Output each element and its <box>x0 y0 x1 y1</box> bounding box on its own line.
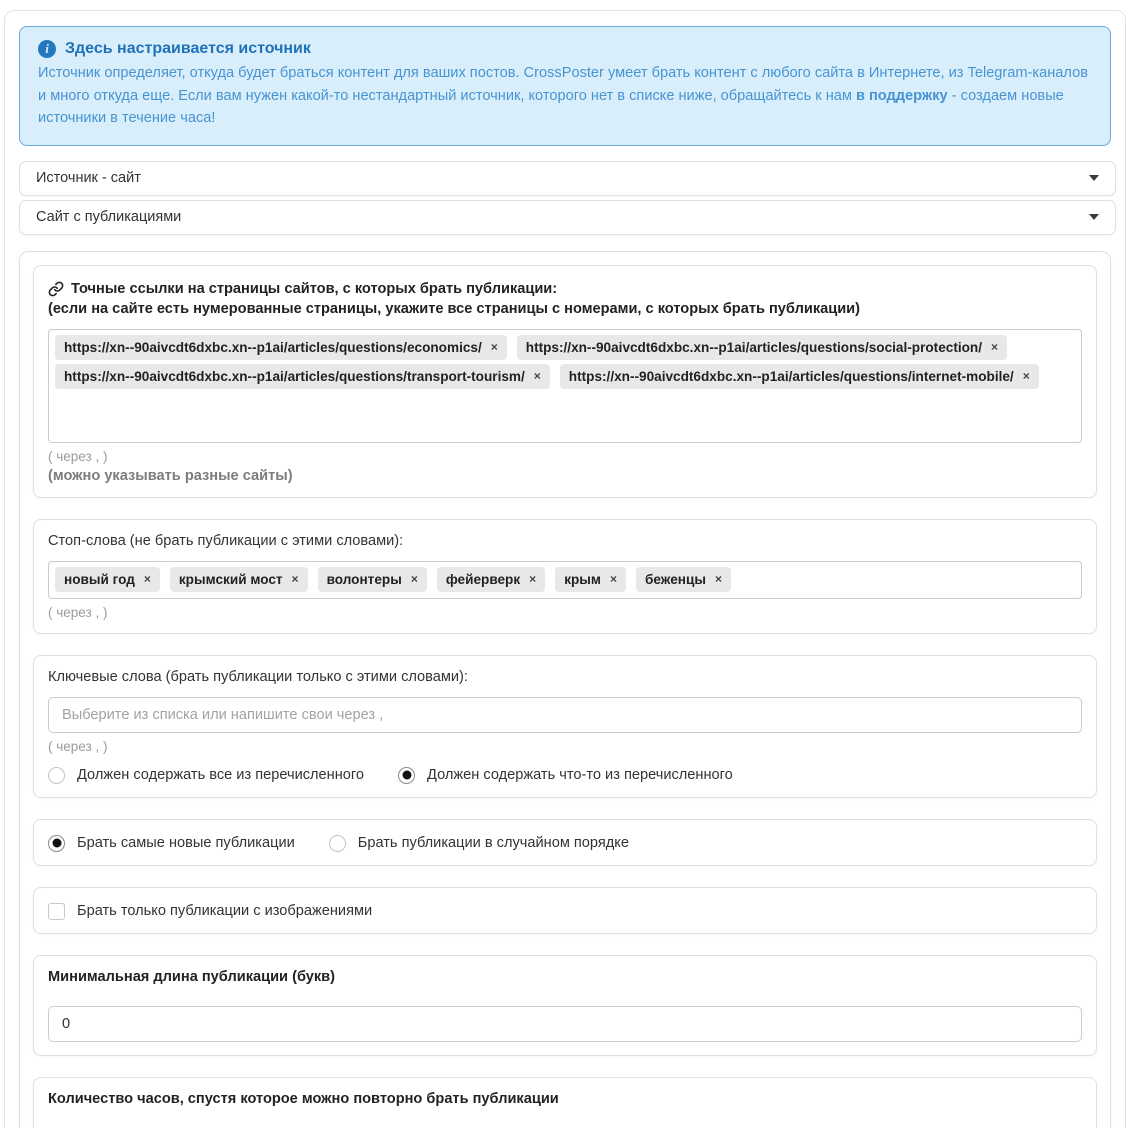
source-links-subtitle: (если на сайте есть нумерованные страницы, укажите все страницы с номерами, с которых брать публикации) <box>48 301 861 318</box>
comma-hint: ( через , ) <box>48 604 108 620</box>
stop-word-tag <box>318 567 427 592</box>
remove-tag-icon[interactable]: × <box>1022 369 1030 384</box>
source-link-tag <box>55 364 550 389</box>
stop-word-tag-text: крымский мост <box>178 571 283 587</box>
stop-words-panel <box>33 519 1097 634</box>
source-settings-page <box>4 10 1126 1128</box>
source-settings-wrapper <box>19 251 1111 1128</box>
info-text-end: - создаем новые источники в течение часа! <box>38 87 1064 127</box>
min-length-label: Минимальная длина публикации (букв) <box>48 968 336 985</box>
support-link[interactable]: в поддержку <box>855 87 948 104</box>
stop-word-tag-text: новый год <box>64 571 135 587</box>
remove-tag-icon[interactable]: × <box>714 572 722 587</box>
remove-tag-icon[interactable]: × <box>410 572 418 587</box>
source-link-tag-text: https://xn--90aivcdt6dxbc.xn--p1ai/articles/questions/transport-tourism/ <box>64 368 525 384</box>
stop-word-tag-text: крым <box>564 571 601 587</box>
stop-word-tag-text: волонтеры <box>326 571 402 587</box>
stop-word-tag <box>170 567 308 592</box>
radio-newest-label: Брать самые новые публикации <box>77 835 295 852</box>
min-length-panel <box>33 955 1097 1056</box>
info-text-start: Источник определяет, откуда будет браться контент для ваших постов. CrossPoster умеет брать контент с любого сайта в Интернете, из Telegram-каналов и много откуда еще. Если вам нужен какой-то нестандартный источник, которого нет в списке ниже, обращайтесь к нам <box>38 65 1088 104</box>
repeat-hours-panel <box>33 1077 1097 1128</box>
stop-word-tag <box>555 567 626 592</box>
chevron-down-icon <box>1089 214 1099 220</box>
radio-random-order[interactable] <box>329 835 629 852</box>
radio-random-label: Брать публикации в случайном порядке <box>357 835 629 852</box>
radio-icon <box>329 835 346 852</box>
checkbox-icon <box>48 903 65 920</box>
source-link-tag <box>517 335 1007 360</box>
radio-contains-any[interactable] <box>398 767 733 784</box>
remove-tag-icon[interactable]: × <box>533 369 541 384</box>
publication-order-panel <box>33 819 1097 866</box>
source-link-tag <box>55 335 507 360</box>
remove-tag-icon[interactable]: × <box>143 572 151 587</box>
stop-word-tag <box>636 567 731 592</box>
source-type-select[interactable] <box>19 161 1116 196</box>
source-type-select-value: Источник - сайт <box>36 170 141 187</box>
info-icon: i <box>38 40 56 58</box>
remove-tag-icon[interactable]: × <box>529 572 537 587</box>
comma-hint: ( через , ) <box>48 448 108 464</box>
radio-contains-all[interactable] <box>48 767 364 784</box>
keywords-input[interactable] <box>48 697 1082 733</box>
source-subtype-select[interactable] <box>19 200 1116 235</box>
stop-word-tag-text: фейерверк <box>445 571 521 587</box>
remove-tag-icon[interactable]: × <box>490 340 498 355</box>
link-icon <box>48 281 64 297</box>
chevron-down-icon <box>1089 175 1099 181</box>
info-box-title: Здесь настраивается источник <box>65 40 311 57</box>
different-sites-note: (можно указывать разные сайты) <box>48 467 293 484</box>
repeat-hours-label: Количество часов, спустя которое можно повторно брать публикации <box>48 1090 559 1107</box>
stop-word-tag <box>437 567 545 592</box>
radio-contains-all-label: Должен содержать все из перечисленного <box>77 767 365 784</box>
radio-icon <box>48 767 65 784</box>
radio-contains-any-label: Должен содержать что-то из перечисленного <box>427 767 733 784</box>
stop-words-label: Стоп-слова (не брать публикации с этими словами): <box>48 532 404 549</box>
source-link-tag-text: https://xn--90aivcdt6dxbc.xn--p1ai/articles/questions/social-protection/ <box>525 339 983 355</box>
images-only-label: Брать только публикации с изображениями <box>77 903 373 920</box>
remove-tag-icon[interactable]: × <box>991 340 999 355</box>
keywords-panel <box>33 655 1097 798</box>
remove-tag-icon[interactable]: × <box>609 572 617 587</box>
source-subtype-select-value: Сайт с публикациями <box>36 209 182 226</box>
keywords-label: Ключевые слова (брать публикации только с этими словами): <box>48 668 468 685</box>
radio-newest-publications[interactable] <box>48 835 295 852</box>
source-links-input[interactable] <box>48 329 1082 443</box>
source-links-title: Точные ссылки на страницы сайтов, с которых брать публикации: <box>71 280 558 297</box>
min-length-input[interactable] <box>48 1006 1082 1042</box>
stop-words-input[interactable] <box>48 561 1082 599</box>
source-links-panel <box>33 265 1097 498</box>
images-only-panel <box>33 887 1097 934</box>
info-box <box>19 26 1111 146</box>
images-only-checkbox[interactable] <box>48 903 372 920</box>
stop-word-tag <box>55 567 160 592</box>
remove-tag-icon[interactable]: × <box>291 572 299 587</box>
source-link-tag-text: https://xn--90aivcdt6dxbc.xn--p1ai/articles/questions/economics/ <box>64 339 482 355</box>
radio-checked-icon <box>48 835 65 852</box>
comma-hint: ( через , ) <box>48 738 108 754</box>
radio-checked-icon <box>398 767 415 784</box>
source-link-tag-text: https://xn--90aivcdt6dxbc.xn--p1ai/articles/questions/internet-mobile/ <box>568 368 1014 384</box>
source-link-tag <box>560 364 1039 389</box>
info-box-text <box>38 62 1092 130</box>
stop-word-tag-text: беженцы <box>644 571 706 587</box>
